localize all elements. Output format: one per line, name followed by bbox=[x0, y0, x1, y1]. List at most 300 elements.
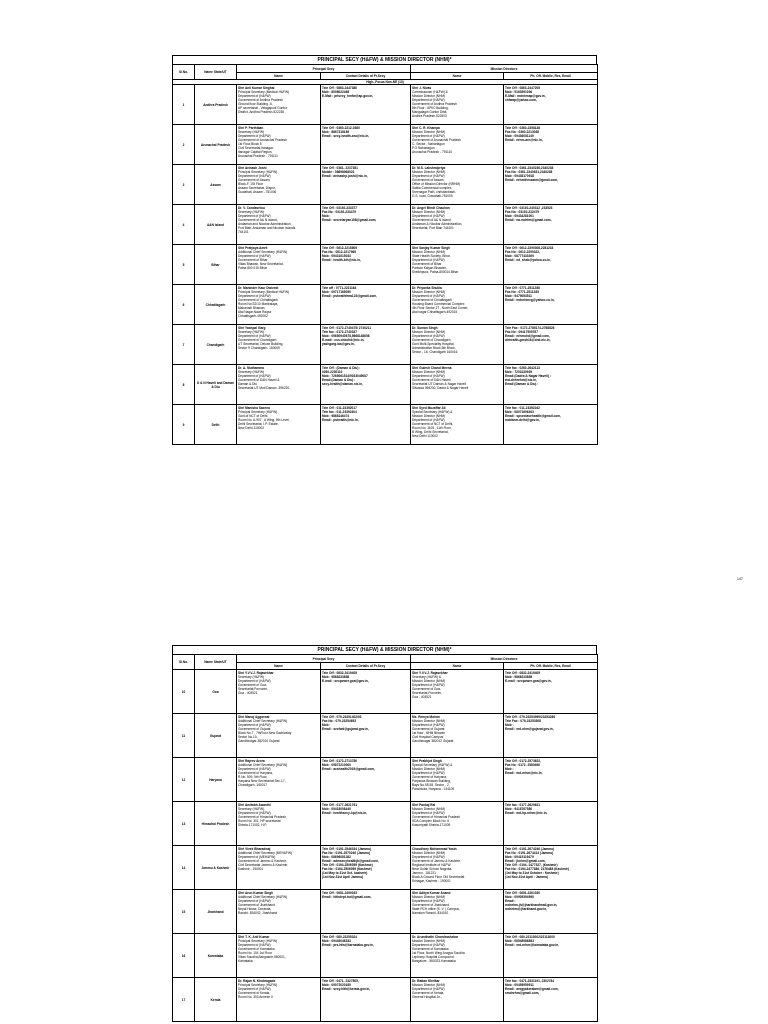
table-row bbox=[173, 934, 598, 978]
detail-line: Srinagar, Kashmir - 190001 bbox=[412, 878, 451, 883]
detail-line: Department of (H&FW) bbox=[238, 898, 271, 903]
detail-line: Fax No : 0360-2213038 bbox=[505, 129, 540, 134]
detail-line: Tele Off : 0172-2573622, bbox=[505, 758, 541, 763]
detail-line: Tele Off : 079-23251402/03 bbox=[322, 714, 362, 719]
ps-name-cell bbox=[237, 802, 321, 846]
detail-line: Department of (H&FW) bbox=[412, 417, 445, 422]
detail-line: Room No. 301, HP secretariat bbox=[238, 818, 281, 823]
detail-line: Government of Himachal Pradesh, bbox=[238, 814, 287, 819]
col-md-contact: Ph. Off. Mobile, Res, Email bbox=[504, 663, 598, 670]
detail-line: Near Gulab School Nagrota, bbox=[412, 866, 453, 871]
page-1-title: PRINCIPAL SECY (H&FW) & MISSION DIRECTOR (NHM)* bbox=[172, 55, 597, 64]
detail-line: Mob : 09431015033 bbox=[322, 253, 351, 258]
detail-line: Tele Off : 0172-2740475/ 2740211 bbox=[322, 325, 372, 330]
detail-line: Email : bbox=[505, 898, 516, 903]
detail-line: Saikia Commercial complex, bbox=[412, 185, 453, 190]
person-name: Shri Vivek Bharadwaj bbox=[238, 846, 271, 851]
detail-line: Mission Director (NHM) bbox=[412, 369, 446, 374]
state-cell: Kerala bbox=[195, 978, 237, 1022]
detail-line: Mob : 8008022468 bbox=[322, 89, 350, 94]
detail-line: Vikas Soudha,Bangalore-560001, bbox=[238, 954, 286, 959]
col-md-contact: Ph. Off. Mobile, Res, Email bbox=[504, 73, 598, 80]
person-name: Shri Manisha Saxena bbox=[238, 405, 270, 410]
sl-no-cell: 7 bbox=[173, 325, 195, 365]
detail-line: Tele Off : 0612-2290308,2281233 bbox=[505, 245, 554, 250]
detail-line: Secretary (H&FW) bbox=[238, 209, 265, 214]
ps-contact-cell bbox=[321, 285, 411, 325]
detail-line: Mob : 08071606403 bbox=[505, 409, 534, 414]
detail-line: (1st May to 31st Oct- kashmir) bbox=[322, 870, 368, 875]
detail-line: Government of Haryana, bbox=[238, 770, 273, 775]
detail-line: Delhi Secretariat, I.P. Estate, bbox=[238, 421, 279, 426]
detail-line: Tele Off : 0832-2419405 bbox=[322, 670, 358, 675]
detail-line: Tele Off : 0471- 2327805, bbox=[322, 978, 359, 983]
detail-line: New Delhi-110002 bbox=[238, 425, 264, 430]
col-md-name: Name bbox=[411, 663, 504, 670]
detail-line: Fax No : 0361-2340631,2340238 bbox=[505, 169, 553, 174]
col-principal-secy: Principal Secy bbox=[237, 65, 411, 73]
detail-line: Mission Director (NHM) bbox=[412, 169, 446, 174]
detail-line: Department of (H&FW) bbox=[412, 333, 445, 338]
ps-contact-cell bbox=[321, 758, 411, 802]
detail-line: Email (Daman & Diu) : bbox=[505, 381, 539, 386]
detail-line: Guwahati, Assam - 781006 bbox=[238, 189, 277, 194]
detail-line: Sheikhpura, Patna-800014,Bihar bbox=[412, 269, 459, 274]
detail-line: Tele Off : 0771-2511288 bbox=[505, 285, 540, 290]
detail-line: Tele Off : 0194- 2477327, (Kashmir) bbox=[505, 862, 558, 867]
detail-line: Email : jknhm@gmail.com, bbox=[505, 858, 546, 863]
detail-line: Government of Goa, bbox=[412, 686, 441, 691]
detail-line: Mob : 09905394990 bbox=[505, 894, 534, 899]
detail-line: E-mail : secpower.goa@gov.in, bbox=[322, 678, 369, 683]
ps-name-cell bbox=[237, 934, 321, 978]
detail-line: Tele fax : 011-23392162 bbox=[505, 405, 540, 410]
detail-line: Sector No.10, bbox=[238, 734, 258, 739]
detail-line: Tele fax : 0471-2331191, 2302784 bbox=[505, 978, 555, 983]
detail-line: Room No. 303 Annexe II bbox=[238, 994, 273, 999]
detail-line: (1st Nov-31st April Jammu) bbox=[322, 874, 364, 879]
detail-line: Special Secretary (H&FW) & bbox=[412, 409, 453, 414]
detail-line: Mission Director (NHM) bbox=[412, 718, 446, 723]
detail-line: yashgarg.ias@gov.in, bbox=[322, 341, 355, 346]
detail-line: Fax No : 0771-2511285 bbox=[505, 289, 539, 294]
detail-line: Fax No : 09417505787 bbox=[505, 329, 538, 334]
md-name-cell bbox=[411, 670, 504, 714]
person-name: Choudhary Mohammad Yasin bbox=[412, 846, 457, 851]
detail-line: Mob : 09717165050 bbox=[322, 289, 351, 294]
sl-no-cell: 14 bbox=[173, 846, 195, 890]
detail-line: Housing Board Commercial Complex bbox=[412, 301, 465, 306]
md-contact-cell bbox=[504, 165, 598, 205]
person-name: Shri Rajeev Arora bbox=[238, 758, 265, 763]
person-name: Shri Y.V.V.J. Rajasekhar bbox=[412, 670, 448, 675]
detail-line: Room No. A-907 , A Wing, 9th Level, bbox=[238, 417, 290, 422]
detail-line: Block A Ground Floor Old Secretariat bbox=[412, 874, 465, 879]
detail-line: Government of Arunachal Pradesh bbox=[238, 137, 287, 142]
md-name-cell bbox=[411, 165, 504, 205]
detail-line: Email : nrhmchd@gmail.com, bbox=[505, 333, 550, 338]
detail-line: Government of Haryana, bbox=[412, 774, 447, 779]
detail-line: Additional Chief Secretary (H&FW) bbox=[238, 894, 288, 899]
detail-line: Tele Off : 0651-2490033 bbox=[322, 890, 358, 895]
detail-line: Additional Chief Secretary (H&FW) bbox=[238, 718, 288, 723]
state-cell: Goa bbox=[195, 670, 237, 714]
detail-line: Mob : 09419119479 bbox=[505, 854, 534, 859]
detail-line: Govt Multi-Speciality Hospital, bbox=[412, 341, 455, 346]
md-contact-cell bbox=[504, 846, 598, 890]
state-cell: Chhattisgarh bbox=[195, 285, 237, 325]
person-name: Shri C. R. Khampa bbox=[412, 125, 440, 130]
person-name: Shri Syed Muzaffar Ali bbox=[412, 405, 446, 410]
person-name: Ms. Remya Mohan bbox=[412, 714, 440, 719]
detail-line: Vikas Bhawan, New Secretariat, bbox=[238, 261, 284, 266]
ps-name-cell bbox=[237, 890, 321, 934]
detail-line: Mission Director (NHM) bbox=[412, 850, 446, 855]
detail-line: Kashmir - 190001 bbox=[238, 866, 264, 871]
person-name: Dr. Maninder Kaur Dwivedi bbox=[238, 285, 279, 290]
detail-line: Government of Bihar bbox=[238, 257, 268, 262]
detail-line: Fax No : 0172- 2580496 bbox=[505, 762, 540, 767]
detail-line: dirhealth-gmsh16@chd.nic.in, bbox=[505, 337, 551, 342]
detail-line: Andaman & Nicobar Administration, bbox=[412, 221, 463, 226]
detail-line: Department of (H&FW) bbox=[412, 898, 445, 903]
ps-contact-cell bbox=[321, 125, 411, 165]
detail-line: Email : md-hp-nrhm@nic.in, bbox=[505, 810, 548, 815]
detail-line: Mob : 7203130939 bbox=[505, 369, 533, 374]
detail-line: Email : acshealth2019@gmail.com, bbox=[322, 766, 375, 771]
person-name: Shri T. K. Anil Kumar bbox=[238, 934, 270, 939]
detail-line: State Health Society, Bihar, bbox=[412, 253, 451, 258]
detail-line: Bangalore - 560023-Karnataka bbox=[412, 958, 456, 963]
detail-line: Tele fax : 0172-2740337 bbox=[322, 329, 358, 334]
detail-line: Mob : 9479053511 bbox=[505, 293, 532, 298]
detail-line: Department of (H&FW) bbox=[412, 986, 445, 991]
detail-line: Bays No.55-58, Sector - 2, bbox=[412, 782, 450, 787]
detail-line: 744101 bbox=[238, 229, 249, 234]
detail-line: Additional Chief Secretary (MEH&FW) bbox=[238, 850, 293, 855]
md-name-cell bbox=[411, 758, 504, 802]
detail-line: Department of (H&FW) bbox=[238, 986, 271, 991]
person-name: Shri Pratyaya Amrit bbox=[238, 245, 268, 250]
md-contact-cell bbox=[504, 670, 598, 714]
sl-no-cell: 13 bbox=[173, 802, 195, 846]
detail-line: P.O Naharlagun bbox=[412, 145, 435, 150]
detail-line: 0260-2230110 bbox=[322, 369, 343, 374]
table-row bbox=[173, 205, 598, 245]
col-slno: Sl.No. bbox=[173, 655, 195, 670]
detail-line: Mob : bbox=[322, 213, 331, 218]
detail-line: Government of Gujarat bbox=[238, 726, 271, 731]
detail-line: Email : admsecyhealthjk@gmail.com, bbox=[322, 858, 379, 863]
sl-no-cell: 1 bbox=[173, 85, 195, 125]
ps-name-cell bbox=[237, 125, 321, 165]
person-name: Shri J. Nivas bbox=[412, 85, 432, 90]
detail-line: Goa - 403521 bbox=[412, 694, 432, 699]
col-ps-name: Name bbox=[237, 663, 321, 670]
col-slno: Sl.No. bbox=[173, 65, 195, 80]
detail-line: Fax No : 0612-2217969 bbox=[322, 249, 357, 254]
detail-line: Department of (H&FW) bbox=[238, 253, 271, 258]
md-contact-cell bbox=[504, 85, 598, 125]
detail-line: Government of Karnataka bbox=[238, 946, 275, 951]
ps-contact-cell bbox=[321, 85, 411, 125]
md-contact-cell bbox=[504, 802, 598, 846]
ps-contact-cell bbox=[321, 165, 411, 205]
ps-name-cell bbox=[237, 245, 321, 285]
detail-line: Government of Chhattisgarh bbox=[412, 297, 453, 302]
detail-line: Principal Secretary (Medical H&FW) bbox=[238, 289, 290, 294]
detail-line: 5th Floor , APIIC Building, bbox=[412, 105, 449, 110]
detail-line: Department of (H&FW) bbox=[412, 722, 445, 727]
detail-line: Government of A& N Island bbox=[412, 217, 451, 222]
detail-line: Mob : 08548986893 bbox=[505, 938, 534, 943]
detail-line: secy-health@daman.nic.in, bbox=[322, 381, 364, 386]
state-cell: D & N Haveli and Daman & Diu bbox=[195, 365, 237, 405]
detail-line: Lepinzey Hospital Compound bbox=[412, 954, 454, 959]
detail-line: Secretary (H&FW) bbox=[238, 129, 265, 134]
detail-line: Tele Off : 080-22113002/22113000 bbox=[505, 934, 555, 939]
md-name-cell bbox=[411, 205, 504, 245]
detail-line: Government of Goa, bbox=[238, 682, 267, 687]
md-name-cell bbox=[411, 934, 504, 978]
detail-line: Secretariat UT Moti Daman -396220, bbox=[238, 385, 291, 390]
detail-line: Room No. 104 1st Floor bbox=[238, 950, 272, 955]
ps-contact-cell bbox=[321, 405, 411, 445]
detail-line: Department of (H&FW) bbox=[238, 293, 271, 298]
detail-line: New Delhi 110002 bbox=[412, 433, 438, 438]
col-ps-contact: Contact Details of Pr.Secy bbox=[321, 73, 411, 80]
detail-line: Government of Jharkhand bbox=[238, 902, 275, 907]
person-name: Dr. Arundhathi Chandrashekar bbox=[412, 934, 459, 939]
detail-line: Government of A& N Island, bbox=[238, 217, 278, 222]
detail-line: Block No.7 , 7thFloor New Sachivalay bbox=[238, 730, 292, 735]
detail-line: Department of (H&FW) bbox=[238, 173, 271, 178]
ps-contact-cell bbox=[321, 365, 411, 405]
ps-name-cell bbox=[237, 670, 321, 714]
person-name: Dr. Angel Bhrdt Chauhan bbox=[412, 205, 450, 210]
ps-contact-cell bbox=[321, 802, 411, 846]
detail-line: Shimla-171002, H.P. bbox=[238, 822, 267, 827]
detail-line: AP secretariat , Velagapudi Guntur bbox=[238, 105, 288, 110]
detail-line: Email : na.mdrhm@gmail.com, bbox=[505, 217, 552, 222]
person-name: Dr. Priyanka Shukla bbox=[412, 285, 442, 290]
person-name: Dr. Rattan Khelkar bbox=[412, 978, 440, 983]
detail-line: Department of (H&FW) bbox=[238, 722, 271, 727]
detail-line: Haryana New Secretariat Sec-17 , bbox=[238, 778, 287, 783]
detail-line: Jammu - 181221 bbox=[412, 870, 436, 875]
detail-line: Tele Off : 0863-2447380 bbox=[322, 85, 358, 90]
detail-line: Department of (H&FW) bbox=[412, 97, 445, 102]
detail-line: Port Blair, Andaman and Nicobar Islands bbox=[238, 225, 296, 230]
detail-line: Tele Off : 0172-2713780 bbox=[322, 758, 358, 763]
detail-line: Fax No : 0194-2477386, 2476488 (Kashmir) bbox=[505, 866, 569, 871]
sl-no-cell: 17 bbox=[173, 978, 195, 1022]
detail-line: Tele Off : 0651-2261030 bbox=[505, 890, 541, 895]
table-row bbox=[173, 365, 598, 405]
detail-line: Email : secy-health-aru@nic.in, bbox=[322, 133, 370, 138]
detail-line: Govt.of NCT of Delhi, bbox=[238, 413, 269, 418]
detail-line: Andhra Pradesh-522503 bbox=[412, 113, 447, 118]
detail-line: Mission Director (NHM) bbox=[412, 209, 446, 214]
sl-no-cell: 6 bbox=[173, 285, 195, 325]
detail-line: Tele fax : 0260-2642113 bbox=[505, 365, 540, 370]
col-state: Name State/UT bbox=[195, 65, 237, 80]
detail-line: Sector - 16, Chandigarh 160016 bbox=[412, 349, 458, 354]
md-contact-cell bbox=[504, 365, 598, 405]
sl-no-cell: 9 bbox=[173, 405, 195, 445]
detail-line: Silvassa 396230, Dadra & Nagar Haveli bbox=[412, 385, 469, 390]
detail-line: Secretary (H&FW) bbox=[238, 674, 265, 679]
ps-contact-cell bbox=[321, 978, 411, 1022]
detail-line: Arunachal Pradesh - 791111 bbox=[238, 153, 278, 158]
detail-line: State RCH office (S. V. ) Campus, bbox=[412, 906, 460, 911]
detail-line: Secretary (H&FW) & bbox=[412, 674, 442, 679]
person-name: Shri Pankaj Rai bbox=[412, 802, 436, 807]
detail-line: Civil Secretariat,Itanagar, bbox=[238, 145, 274, 150]
detail-line: Mob : 08777433309 bbox=[505, 253, 534, 258]
person-name: Shri Manoj Aggarwal bbox=[238, 714, 270, 719]
ps-contact-cell bbox=[321, 714, 411, 758]
md-contact-cell bbox=[504, 714, 598, 758]
detail-line: Goa - 403521 bbox=[238, 690, 258, 695]
person-name: Dr. Suman Singh bbox=[412, 325, 438, 330]
table-row bbox=[173, 758, 598, 802]
detail-line: Email : mdnrhmcg@yahoo.co.in, bbox=[505, 297, 555, 302]
detail-line: Paryavas Bhawan Building, bbox=[412, 778, 451, 783]
detail-line: Email : healthsecy-hp@nic.in, bbox=[322, 810, 368, 815]
detail-line: Principal Secretary (H&FW) bbox=[238, 938, 278, 943]
detail-line: Tele Off : 0612-2215809 bbox=[322, 245, 358, 250]
detail-line: Mob : 09650940678,9868148658 bbox=[322, 333, 370, 338]
document-page-1 bbox=[172, 55, 597, 445]
md-contact-cell bbox=[504, 978, 598, 1022]
table-row bbox=[173, 245, 598, 285]
document-page-2 bbox=[172, 645, 597, 1022]
detail-line: Gandhinagar-382010 Gujarat bbox=[238, 738, 280, 743]
detail-line: Panchkula, Haryana - 134109 bbox=[412, 786, 455, 791]
section-band: High- Focus Non-NE (10) bbox=[173, 80, 598, 85]
detail-line: Mob : 09434281001 bbox=[505, 213, 534, 218]
md-name-cell bbox=[411, 846, 504, 890]
detail-line: Secretariat,Porvorim, bbox=[238, 686, 268, 691]
detail-line: Tele Off : 0177-2621761 bbox=[322, 802, 358, 807]
state-cell: Arunachal Pradesh bbox=[195, 125, 237, 165]
detail-line: Department of (H&FW) bbox=[412, 133, 445, 138]
detail-line: Tele off : 0771-2221164 bbox=[322, 285, 357, 290]
detail-line: Mob : 09495959911 bbox=[505, 982, 534, 987]
person-name: Shri Sanjay Kumar Singh bbox=[412, 245, 451, 250]
detail-line: Tele Off : 080-22255324 bbox=[322, 934, 358, 939]
detail-line: Tele Fax : 0172-2785174-2768828 bbox=[505, 325, 555, 330]
ps-contact-cell bbox=[321, 890, 411, 934]
detail-line: Department of (H&FW) bbox=[238, 810, 271, 815]
detail-line: Ground floor Building -5, bbox=[238, 101, 273, 106]
ps-name-cell bbox=[237, 978, 321, 1022]
detail-line: md-dnhnrhm@nic.in, bbox=[505, 377, 537, 382]
detail-line: Mob : 9868233858 bbox=[505, 674, 533, 679]
detail-line: Mission Director (NHM) bbox=[412, 678, 446, 683]
detail-line: Tele Fax : 079-23253308 bbox=[505, 718, 541, 723]
col-principal-secy: Principal Secy bbox=[237, 655, 411, 663]
sl-no-cell: 16 bbox=[173, 934, 195, 978]
table-row bbox=[173, 285, 598, 325]
person-name: Shri Prabhjot Singh bbox=[412, 758, 442, 763]
detail-line: District, Andhra Pradesh-522238 bbox=[238, 109, 285, 114]
md-name-cell bbox=[411, 365, 504, 405]
detail-line: Sector 9 Chandigarh- 160009 bbox=[238, 345, 280, 350]
detail-line: Mission Director (NHM) bbox=[412, 806, 446, 811]
ps-contact-cell bbox=[321, 670, 411, 714]
detail-line: Special Secretary (H&FW) & bbox=[412, 762, 453, 767]
detail-line: Tele Off : 0361-2340236,2340238 bbox=[505, 165, 554, 170]
detail-line: Email (Dadra & Nagar Haveli) : bbox=[505, 373, 551, 378]
detail-line: G.S. road, Guwahati-781005 bbox=[412, 193, 453, 198]
person-name: Dr. V. Candavelou bbox=[238, 205, 265, 210]
detail-line: General Hospital Jn., bbox=[412, 994, 442, 999]
md-name-cell bbox=[411, 890, 504, 934]
detail-line: Principal Secretary (H&FW) bbox=[238, 169, 278, 174]
detail-line: Government of Kerala, bbox=[238, 990, 271, 995]
detail-line: Department of (H&FW) bbox=[412, 257, 445, 262]
detail-line: Department of (H&FW) bbox=[238, 766, 271, 771]
sl-no-cell: 11 bbox=[173, 714, 195, 758]
detail-line: Tele Off : 0361- 2237281 bbox=[322, 165, 358, 170]
detail-line: mdnrhm@jharkhand.gov.in, bbox=[505, 906, 548, 911]
detail-line: Karnataka bbox=[238, 958, 253, 963]
detail-line: Fax No : 0191-2674414 (Jammu) bbox=[505, 850, 554, 855]
table-row bbox=[173, 670, 598, 714]
detail-line: Email : arogyakeralam@gmail.com, bbox=[505, 986, 559, 991]
table-row bbox=[173, 405, 598, 445]
detail-line: Daman & Diu bbox=[238, 381, 257, 386]
detail-line: Tele Off : 011-23392017 bbox=[322, 405, 357, 410]
detail-line: Secretary (H&FW), bbox=[238, 806, 265, 811]
detail-line: Mission Director (NHM) bbox=[412, 249, 446, 254]
detail-line: Atal nagar Chhattisgarh-492015 bbox=[412, 309, 458, 314]
detail-line: Mob : 09435170918 bbox=[505, 173, 534, 178]
detail-line: Government of Karnataka bbox=[412, 946, 449, 951]
detail-line: Email : prs-hfw@karnataka.gov.in, bbox=[322, 942, 374, 947]
detail-line: Civil Secretariat Jammu & Kashmir, bbox=[238, 862, 288, 867]
sl-no-cell: 12 bbox=[173, 758, 195, 802]
detail-line: Mob : 09436051149 bbox=[505, 133, 534, 138]
detail-line: Department of (H&FW) bbox=[238, 678, 271, 683]
detail-line: Ranchi- 834002, Jharkhand bbox=[238, 910, 278, 915]
col-mission-directors: Mission Directors bbox=[411, 65, 598, 73]
detail-line: Department of (H&FW) bbox=[238, 133, 271, 138]
detail-line: Patna 800 015 Bihar bbox=[238, 265, 268, 270]
detail-line: Principal Secretary (H&FW) bbox=[238, 982, 278, 987]
detail-line: Tele Off : 079-23253999/23253286 bbox=[505, 714, 556, 719]
table-row bbox=[173, 978, 598, 1022]
state-cell: Jammu & Kashmir bbox=[195, 846, 237, 890]
sl-no-cell: 8 bbox=[173, 365, 195, 405]
detail-line: Government of Chhattisgarh bbox=[238, 297, 279, 302]
ps-contact-cell bbox=[321, 934, 411, 978]
person-name: Dr. M.S. Lakshmipriya bbox=[412, 165, 446, 170]
detail-line: Administrative Block,5th Block, bbox=[412, 345, 456, 350]
detail-line: E-mail : secpower.goa@gov.in, bbox=[505, 678, 552, 683]
md-contact-cell bbox=[504, 205, 598, 245]
detail-line: Department of (H&FW) bbox=[412, 373, 445, 378]
detail-line: (1st May to 31st October : Kashmir) bbox=[505, 870, 559, 875]
state-cell: Himachal Pradesh bbox=[195, 802, 237, 846]
detail-line: Principal Secretary (H&FW) bbox=[238, 409, 278, 414]
detail-line: Government of Assam, bbox=[238, 177, 271, 182]
detail-line: Mission Director (NHM) bbox=[412, 894, 446, 899]
detail-line: Department of (MEH&FW) bbox=[238, 854, 276, 859]
detail-line: Chhattisgarh-492002 bbox=[238, 313, 268, 318]
